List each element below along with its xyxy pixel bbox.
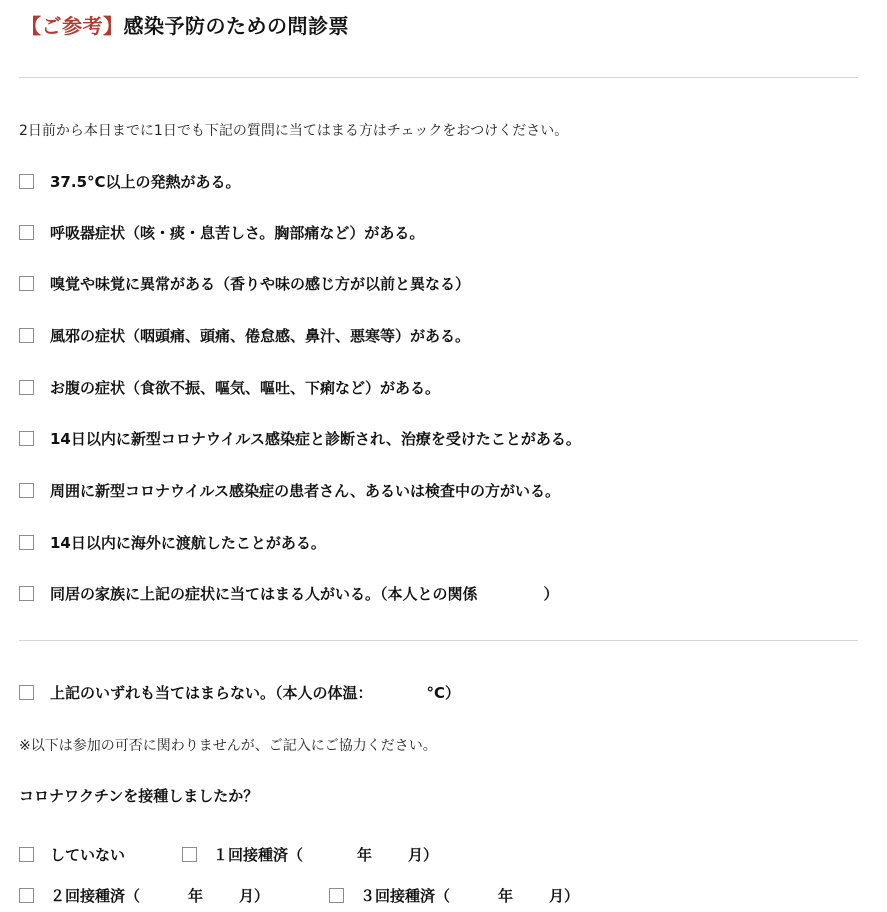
checklist-label: お腹の症状（食欲不振、嘔気、嘔吐、下痢など）がある。 bbox=[50, 378, 441, 397]
checkbox[interactable] bbox=[19, 685, 34, 700]
checkbox[interactable] bbox=[19, 483, 34, 498]
checkbox[interactable] bbox=[19, 276, 34, 291]
vaccine-option-dose2[interactable] bbox=[19, 884, 269, 906]
optional-note: ※以下は参加の可否に関わりませんが、ご記入にご協力ください。 bbox=[19, 738, 437, 754]
checkbox[interactable] bbox=[19, 535, 34, 550]
vaccine-option-none[interactable] bbox=[19, 843, 125, 865]
checklist-item-stomach[interactable] bbox=[19, 376, 440, 398]
checklist-item-travel[interactable] bbox=[19, 531, 326, 553]
family-label-close: ） bbox=[543, 584, 559, 603]
checklist-item-none[interactable] bbox=[19, 681, 460, 703]
dose1-label: １回接種済（ bbox=[213, 845, 304, 864]
checklist-item-smell-taste[interactable] bbox=[19, 272, 470, 294]
family-label-text: 同居の家族に上記の症状に当てはまる人がいる。（本人との関係 bbox=[50, 584, 478, 603]
dose2-year-label: 年 bbox=[188, 886, 204, 905]
vaccine-option-dose3[interactable] bbox=[329, 884, 579, 906]
checkbox[interactable] bbox=[19, 586, 34, 601]
dose1-year-label: 年 bbox=[357, 845, 373, 864]
instructions-text: 2日前から本日までに1日でも下記の質問に当てはまる方はチェックをおつけください。 bbox=[19, 123, 569, 139]
form-title bbox=[21, 10, 349, 39]
checklist-label: 周囲に新型コロナウイルス感染症の患者さん、あるいは検査中の方がいる。 bbox=[50, 481, 561, 500]
dose3-label: ３回接種済（ bbox=[360, 886, 451, 905]
temperature-unit: °C） bbox=[426, 683, 461, 702]
vaccine-label bbox=[213, 844, 438, 865]
dose2-label: ２回接種済（ bbox=[50, 886, 141, 905]
checkbox[interactable] bbox=[329, 888, 344, 903]
checklist-label: 14日以内に海外に渡航したことがある。 bbox=[50, 533, 326, 552]
dose3-month-label: 月） bbox=[549, 886, 580, 905]
checkbox[interactable] bbox=[19, 847, 34, 862]
none-label-text: 上記のいずれも当てはまらない。（本人の体温： bbox=[50, 683, 373, 702]
vaccine-label bbox=[360, 885, 579, 906]
checklist-label: 37.5°C以上の発熱がある。 bbox=[50, 172, 241, 191]
vaccine-question: コロナワクチンを接種しましたか？ bbox=[19, 787, 259, 805]
title-accent: 【ご参考】 bbox=[21, 14, 124, 38]
checklist-item-fever[interactable] bbox=[19, 170, 241, 192]
checklist-item-respiratory[interactable] bbox=[19, 221, 424, 243]
title-text: 感染予防のための問診票 bbox=[123, 14, 349, 38]
dose2-month-label: 月） bbox=[239, 886, 270, 905]
checkbox[interactable] bbox=[19, 380, 34, 395]
divider-middle bbox=[19, 640, 858, 641]
checklist-item-family[interactable] bbox=[19, 582, 559, 604]
checkbox[interactable] bbox=[182, 847, 197, 862]
checklist-label: 呼吸器症状（咳・痰・息苦しさ。胸部痛など）がある。 bbox=[50, 223, 425, 242]
checklist-label: 14日以内に新型コロナウイルス感染症と診断され、治療を受けたことがある。 bbox=[50, 429, 581, 448]
checklist-item-cold[interactable] bbox=[19, 324, 470, 346]
dose1-month-label: 月） bbox=[408, 845, 439, 864]
vaccine-option-dose1[interactable] bbox=[182, 843, 438, 865]
vaccine-label bbox=[50, 885, 269, 906]
checkbox[interactable] bbox=[19, 328, 34, 343]
checkbox[interactable] bbox=[19, 431, 34, 446]
checklist-item-contact[interactable] bbox=[19, 479, 560, 501]
checkbox[interactable] bbox=[19, 888, 34, 903]
divider-top bbox=[19, 77, 858, 78]
checklist-label bbox=[50, 682, 460, 703]
checklist-label: 風邪の症状（咽頭痛、頭痛、倦怠感、鼻汁、悪寒等）がある。 bbox=[50, 326, 471, 345]
checklist-item-diagnosed[interactable] bbox=[19, 427, 581, 449]
dose3-year-label: 年 bbox=[498, 886, 514, 905]
vaccine-label: していない bbox=[50, 845, 126, 864]
checklist-label bbox=[50, 583, 559, 604]
checkbox[interactable] bbox=[19, 225, 34, 240]
checklist-label: 嗅覚や味覚に異常がある（香りや味の感じ方が以前と異なる） bbox=[50, 274, 471, 293]
checkbox[interactable] bbox=[19, 174, 34, 189]
